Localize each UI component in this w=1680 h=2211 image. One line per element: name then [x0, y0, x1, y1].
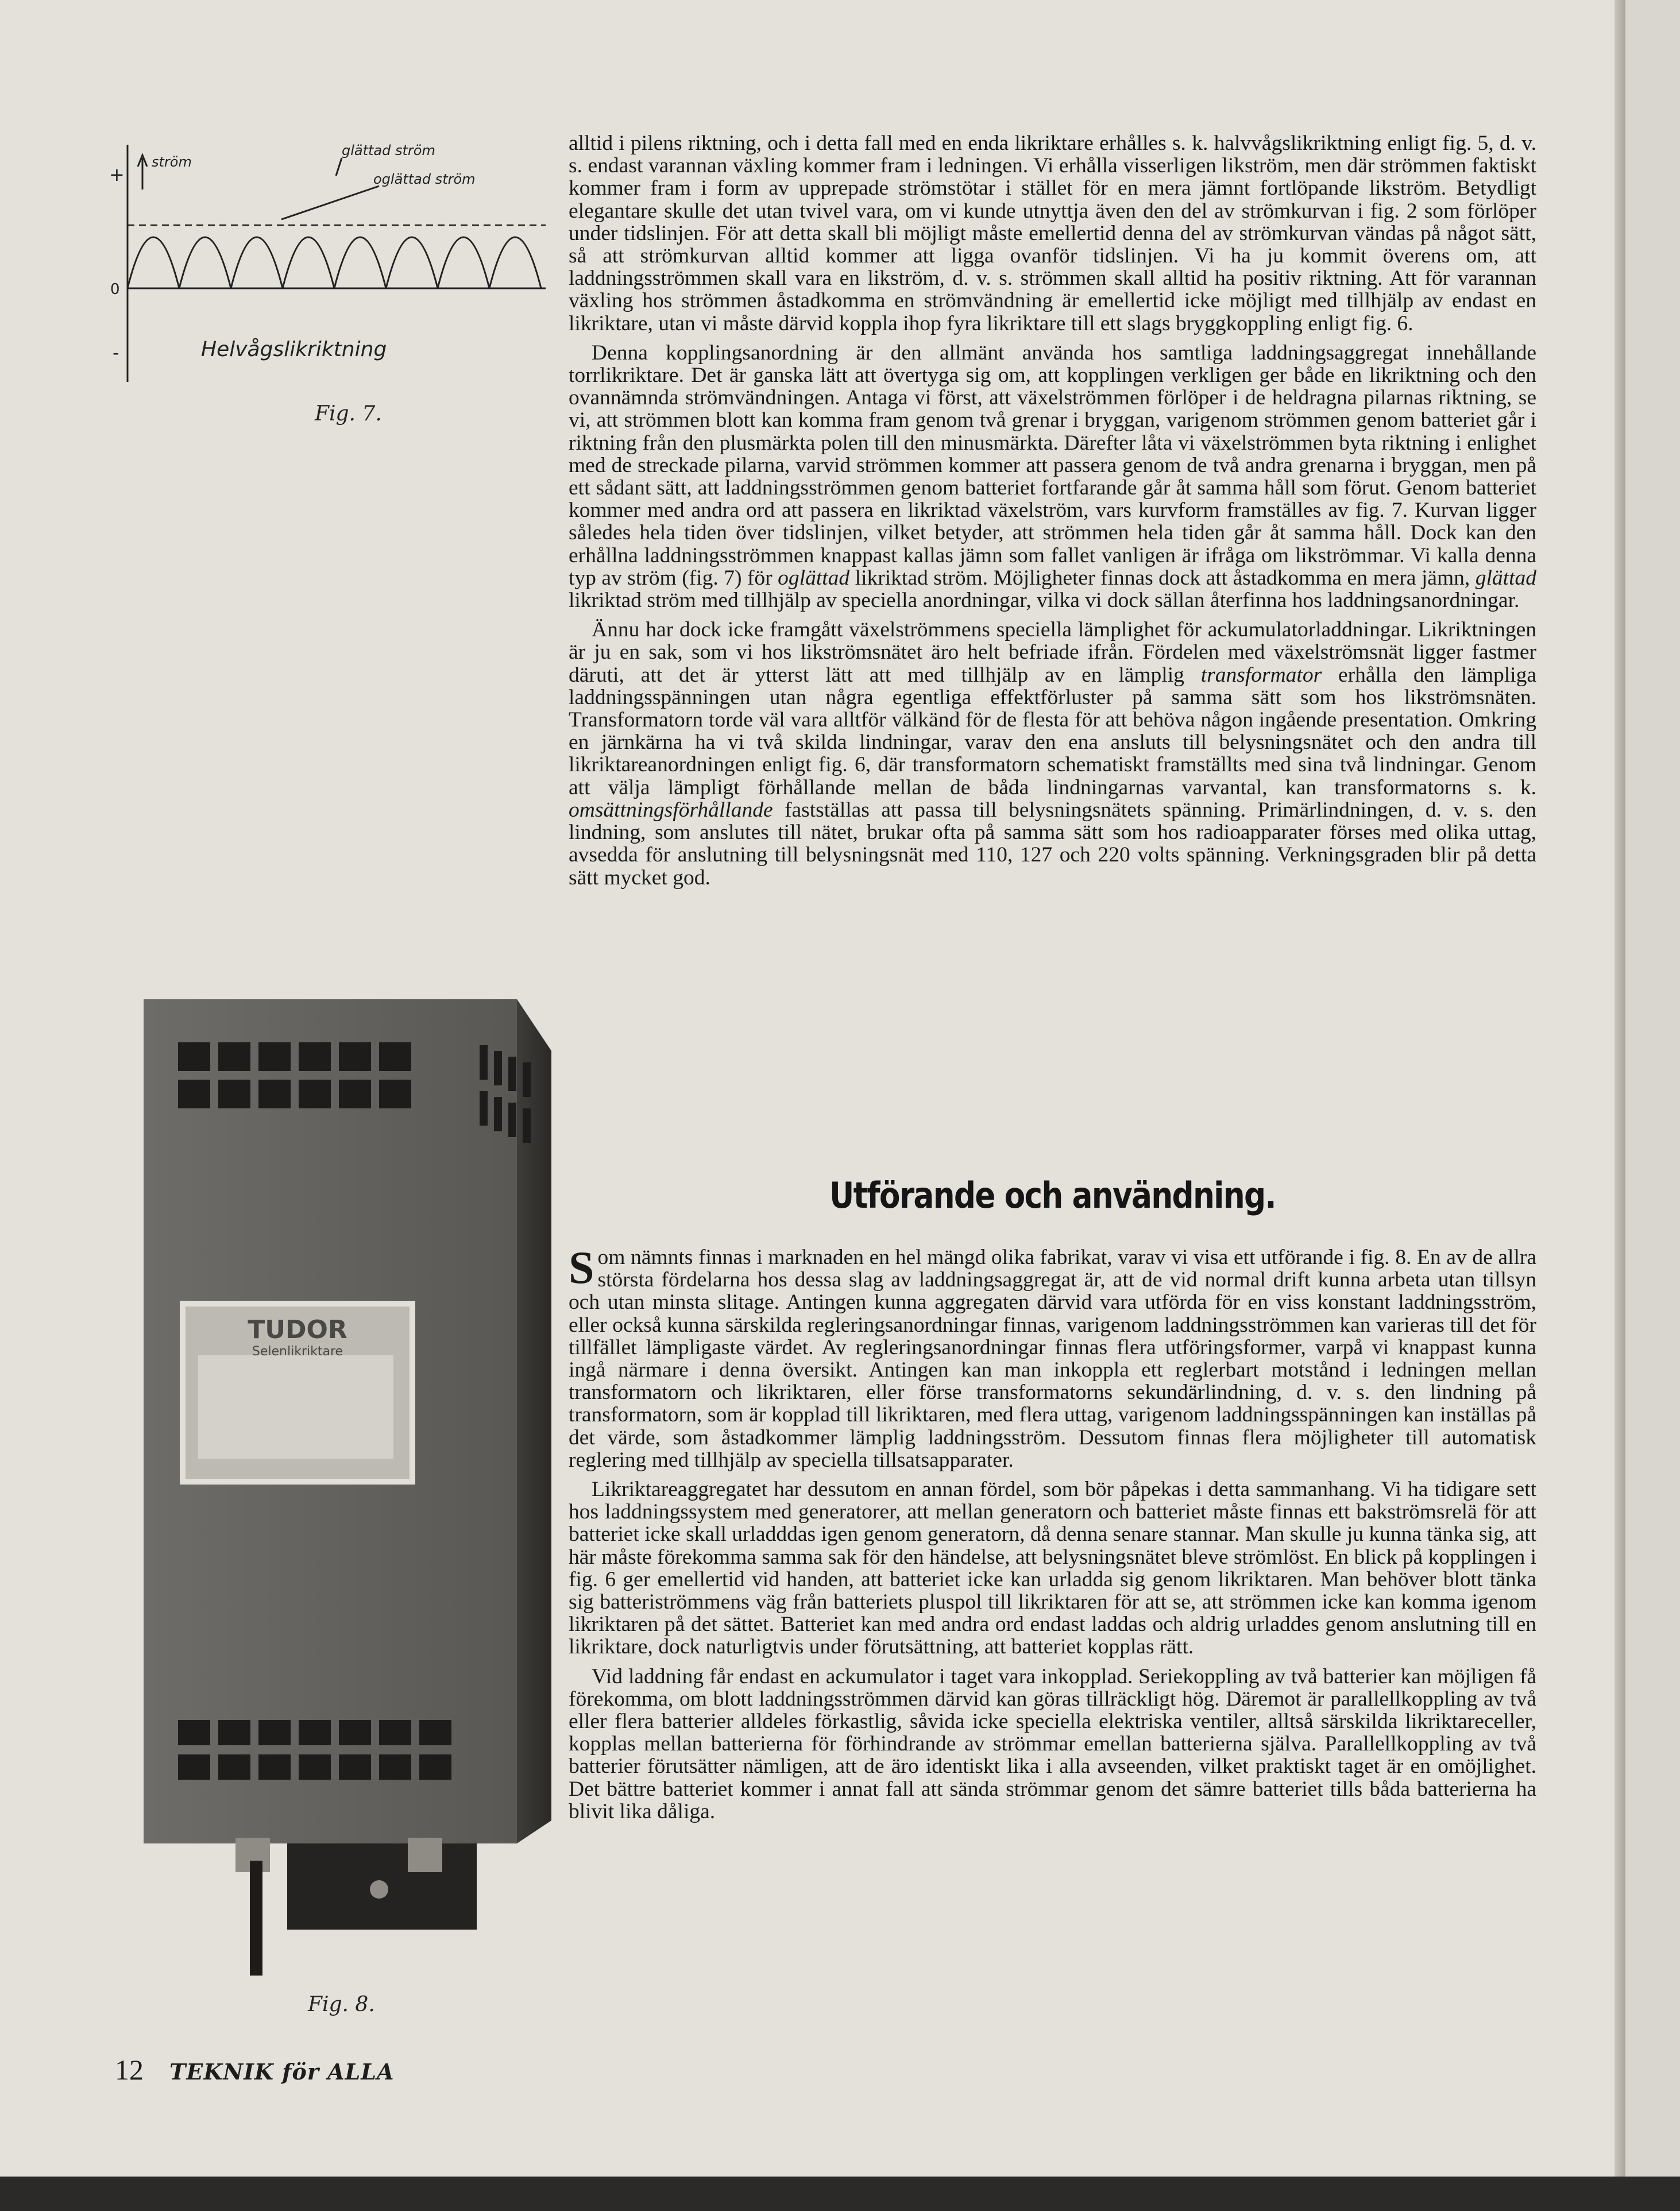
figure-8-photo [138, 988, 563, 1976]
paragraph-3-part-a: Ännu har dock icke framgått växelströmmens speciella lämplighet för ackumulatorladdningar. Likriktningen är ju en sak, som vi hos likströmsnätet äro helt befriade ifrån. Fördelen med växelströmsnät ligger fastmer däruti, att det är ytterst lätt att med tillhjälp av en lämplig [569, 618, 1536, 687]
article-text-lower [569, 1243, 1536, 1830]
paragraph-2-part-b: likriktad ström. Möjligheter finnas dock att åstadkomma en mera jämn, [849, 566, 1476, 590]
paragraph-1: alltid i pilens riktning, och i detta fall med en enda likriktare erhålles s. k. halvvågslikriktning enligt fig. 5, d. v. s. endast varannan växling kommer fram i ledningen. Vi erhålla visserligen likström, men där strömmen faktiskt kommer fram i form av upprepade strömstötar i stället för en mera jämnt fortlöpande likström. Betydligt elegantare skulle det utan tvivel vara, om vi kunde utnyttja även den del av strömkurvan i fig. 2 som förlöper under tidslinjen. För att detta skall bli möjligt måste emellertid denna del av strömkurvan vändas på något sätt, så att strömkurvan alltid kommer att ligga ovanför tidslinjen. Vi ha ju kommit överens om, att laddningsströmmen skall vara en likström, d. v. s. strömmen skall alltid ha positiv riktning. Att för varannan växling hos strömmen åstadkomma en strömvändning är emellertid icke möjligt med tillhjälp av endast en likriktare, utan vi måste därvid koppla ihop fyra likriktare till ett slags bryggkoppling enligt fig. 6. [569, 132, 1536, 335]
background-edge [0, 2177, 1680, 2211]
emphasis-transformator: transformator [1200, 663, 1322, 687]
figure-7-diagram [103, 138, 563, 408]
drop-cap: S [569, 1243, 594, 1293]
article-text-upper [569, 132, 1536, 896]
emphasis-glattad: glättad [1475, 566, 1536, 590]
paragraph-3-part-b: erhålla den lämpliga laddningsspänningen utan några egentliga effektförluster på samma sätt som hos likströmsnäten. Transformatorn torde väl vara alltför välkänd för de flesta för att behöva någon ingående presentation. Omkring en järnkärna ha vi två skilda lindningar, varav den ena ansluts till belysningsnätet och den andra till likriktareanordningen enligt fig. 6, där transformatorn schematiskt framställts med sina två lindningar. Genom att välja lämpligt förhållande mellan de båda lindningarnas varvantal, kan transformatorns s. k. [569, 663, 1536, 799]
paragraph-2 [569, 342, 1536, 612]
figure-7-caption: Fig. 7. [315, 402, 382, 426]
page-gutter [1615, 0, 1625, 2177]
page-number: 12 [115, 2054, 144, 2086]
zero-label: 0 [110, 281, 120, 298]
figure-8-caption: Fig. 8. [308, 1993, 375, 2016]
emphasis-omsattningsforhallande: omsättningsförhållande [569, 798, 773, 822]
paragraph-5: Likriktareaggregatet har dessutom en annan fördel, som bör påpekas i detta sammanhang. Vi ha tidigare sett hos laddningssystem med generatorer, att mellan generatorn och batteriet måste finnas ett bakströmsrelä för att batteriet icke skall urladddas igen genom generatorn, då denna senare stannar. Man skulle ju kunna tänka sig, att här måste förekomma samma sak för den händelse, att belysningsnätet bleve strömlöst. En blick på kopplingen i fig. 6 ger emellertid vid handen, att batteriet icke kan urladda sig genom likriktaren. Man behöver blott tänka sig batteriströmmens väg från batteriets pluspol till likriktaren för att se, att strömmen icke kan komma igenom likriktaren på det sättet. Batteriet kan med andra ord endast laddas och aldrig urladdes genom anslutning till en likriktare, dock naturligtvis under förutsättning, att batteriet kopplas rätt. [569, 1478, 1536, 1659]
emphasis-oglattad: oglättad [778, 566, 850, 590]
strom-label: ström [152, 154, 192, 170]
paragraph-2-part-a: Denna kopplingsanordning är den allmänt använda hos samtliga laddningsaggregat innehållande torrlikriktare. Det är ganska lätt att övertyga sig om, att kopplingen verkligen ger både en likriktning och den ovannämnda strömvändningen. Antaga vi först, att växelströmmen förlöper i de heldragna pilarnas riktning, se vi, att strömmen blott kan komma fram genom två grenar i bryggan, varigenom strömmen genom batteriet går i riktning från den plusmärkta polen till den minusmärkta. Därefter låta vi växelströmmen byta riktning i enlighet med de streckade pilarna, varvid strömmen kommer att passera genom de två andra grenarna i bryggan, men på ett sådant sätt, att laddningsströmmen genom batteriet fortfarande går åt samma håll som förut. Genom batteriet kommer med andra ord att passera en likriktad växelström, vars kurvform framställes av fig. 7. Kurvan ligger således hela tiden över tidslinjen, vilket betyder, att strömmen hela tiden går åt samma håll. Dock kan den erhållna laddningsströmmen knappast kallas jämn som fallet vanligen är ifråga om likströmmar. Vi kalla denna typ av ström (fig. 7) för [569, 341, 1536, 590]
glattad-strom-label: glättad ström [342, 142, 435, 159]
paragraph-4 [569, 1243, 1536, 1472]
paragraph-3 [569, 619, 1536, 888]
section-heading: Utförande och användning. [829, 1174, 1276, 1216]
plus-label: + [109, 164, 125, 185]
page-footer [115, 2053, 394, 2086]
paragraph-4-body: om nämnts finnas i marknaden en hel mängd olika fabrikat, varav vi visa ett utförande i fig. 8. En av de allra största fördelarna hos dessa slag av laddningsaggregat är, att de vid normal drift kunna arbeta utan tillsyn och utan minsta slitage. Antingen kunna aggregaten därvid vara utförda för en viss konstant laddningsström, eller också kunna särskilda regleringsanordningar finnas, varigenom laddningsströmmen kan varieras till det för tillfället lämpligaste värdet. Av regleringsanordningar finnas flera utföringsformer, varpå vi knappast kunna ingå närmare i denna översikt. Antingen kan man inkoppla ett reglerbart motstånd i ledningen mellan transformatorn och likriktaren, eller förse transformatorns sekundärlindning, d. v. s. den lindning på transformatorn, som är kopplad till likriktaren, med flera uttag, varigenom laddningsspänningen kan inställas på det värde, som åstadkommer lämplig laddningsström. Dessutom finnas flera möjligheter till automatisk reglering med tillhjälp av speciella tillsatsapparater. [569, 1246, 1536, 1472]
paragraph-2-part-c: likriktad ström med tillhjälp av speciella anordningar, vilka vi dock sällan återfinna hos laddningsanordningar. [569, 589, 1520, 613]
oglattad-strom-label: oglättad ström [373, 171, 476, 187]
helvagslikriktning-label: Helvågslikriktning [201, 338, 387, 361]
minus-label: - [113, 342, 119, 364]
nameplate-subtitle: Selenlikriktare [252, 1344, 343, 1359]
paragraph-6: Vid laddning får endast en ackumulator i taget vara inkopplad. Seriekoppling av två batterier kan möjligen få förekomma, om blott laddningsströmmen därvid kan göras tillräckligt hög. Däremot är parallellkoppling av två eller flera batterier alldeles förkastlig, såvida icke speciella elektriska ventiler, alltså särskilda likriktareceller, kopplas mellan batterierna för förhindrande av strömmar emellan batterierna själva. Parallellkoppling av två batterier förutsätter nämligen, att de äro identiskt lika i alla avseenden, vilket praktiskt taget är en omöjlighet. Det bättre batteriet kommer i annat fall att sända strömmar genom det sämre batteriet tills båda batterierna ha blivit lika dåliga. [569, 1664, 1536, 1823]
publication-name: TEKNIK för ALLA [169, 2059, 395, 2085]
nameplate-brand: TUDOR [248, 1315, 347, 1344]
paragraph-3-part-c: fastställas att passa till belysningsnätets spänning. Primärlindningen, d. v. s. den lindning, som anslutes till nätet, brukar ofta på samma sätt som hos radioapparater förses med olika uttag, avsedda för anslutning till belysningsnät med 110, 127 och 220 volts spänning. Verkningsgraden blir på detta sätt mycket god. [569, 798, 1536, 890]
